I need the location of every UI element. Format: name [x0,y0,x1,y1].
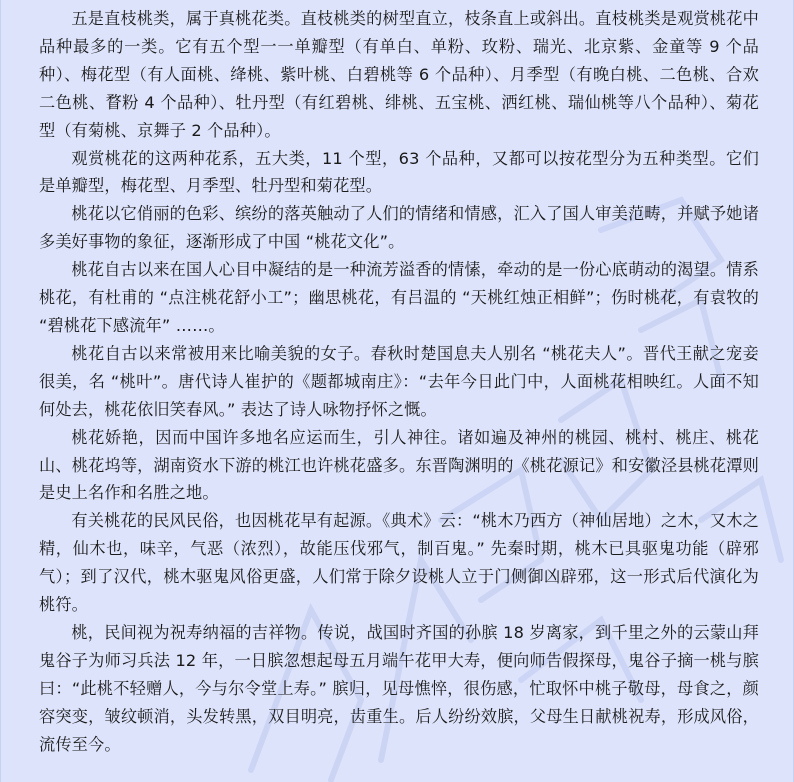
paragraph-beauty: 桃花自古以来常被用来比喻美貌的女子。春秋时楚国息夫人别名 “桃花夫人”。晋代王献之宠妾很美，名 “桃叶”。唐代诗人崔护的《题都城南庄》：“去年今日此门中，人面桃花相映红。人面不知何处去，桃花依旧笑春风。” 表达了诗人咏物抒怀之慨。 [39,343,759,419]
paragraph-poetry: 桃花自古以来在国人心目中凝结的是一种流芳溢香的情愫，牵动的是一份心底萌动的渴望。情系桃花，有杜甫的 “点注桃花舒小工”；幽思桃花，有吕温的 “天桃红烛正相鲜”；伤时桃花，有袁牧的 “碧桃花下感流年” ……。 [39,260,759,335]
paragraph-peach-culture: 桃花以它俏丽的色彩、缤纷的落英触动了人们的情绪和情感，汇入了国人审美范畴，并赋予她诸多美好事物的象征，逐渐形成了中国 “桃花文化”。 [39,204,759,252]
paragraph-flower-systems: 观赏桃花的这两种花系，五大类，11 个型，63 个品种，又都可以按花型分为五种类型。它们是单瓣型，梅花型、月季型、牡丹型和菊花型。 [39,148,759,196]
paragraph-folk-customs: 有关桃花的民风民俗，也因桃花早有起源。《典术》云：“桃木乃西方（神仙居地）之木，又木之精，仙木也，味辛，气恶（浓烈），故能压伐邪气，制百鬼。” 先秦时期，桃木已具驱鬼功能（辟邪气）；到了汉代，桃木驱鬼风俗更盛，人们常于除夕设桃人立于门侧御凶辟邪，这一形式后代演化为桃符。 [39,511,759,615]
paragraph-longevity: 桃，民间视为祝寿纳福的吉祥物。传说，战国时齐国的孙膑 18 岁离家，到千里之外的云蒙山拜鬼谷子为师习兵法 12 年，一日膑忽想起母五月端午花甲大寿，便向师告假探母，鬼谷子摘一桃与膑曰：“此桃不轻赠人，今与尔令堂上寿。” 膑归，见母憔悴，很伤感，忙取怀中桃子敬母，母食之，颜容突变，皱纹顿消，头发转黑，双目明亮，齿重生。后人纷纷效膑，父母生日献桃祝寿，形成风俗，流传至今。 [39,622,759,754]
paragraph-place-names: 桃花娇艳，因而中国许多地名应运而生，引人神往。诸如遍及神州的桃园、桃村、桃庄、桃花山、桃花坞等，湖南资水下游的桃江也许桃花盛多。东晋陶渊明的《桃花源记》和安徽泾县桃花潭则是史上名作和名胜之地。 [39,427,759,503]
article-body [39,5,759,758]
paragraph-zhizhi-tao: 五是直枝桃类，属于真桃花类。直枝桃类的树型直立，枝条直上或斜出。直枝桃类是观赏桃花中品种最多的一类。它有五个型一一单瓣型（有单白、单粉、玫粉、瑞光、北京紫、金童等 9 个品种）、梅花型（有人面桃、绛桃、紫叶桃、白碧桃等 6 个品种）、月季型（有晚白桃、二色桃、合欢二色桃、瞀粉 4 个品种）、牡丹型（有红碧桃、绯桃、五宝桃、洒红桃、瑞仙桃等八个品种）、菊花型（有菊桃、京舞子 2 个品种）。 [39,9,759,140]
